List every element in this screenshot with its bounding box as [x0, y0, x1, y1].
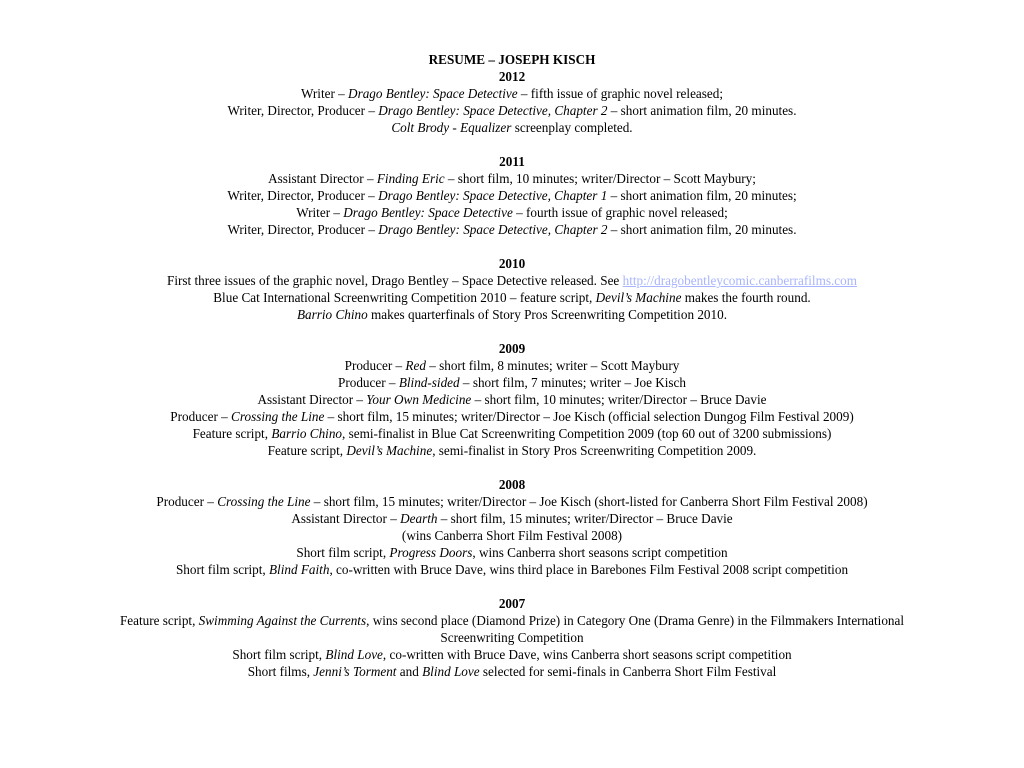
work-title: Devil’s Machine [595, 290, 682, 305]
resume-entry [0, 408, 1024, 425]
resume-entry [0, 221, 1024, 238]
entry-text: and [396, 664, 423, 679]
entry-text: – short film, 10 minutes; writer/Director – Scott Maybury; [444, 171, 756, 186]
section-spacer [0, 136, 1024, 153]
entry-text: selected for semi-finals in Canberra Short Film Festival [479, 664, 777, 679]
resume-sections [0, 68, 1024, 680]
entry-text: Writer, Director, Producer – [227, 103, 379, 118]
work-title: Devil’s Machine [346, 443, 433, 458]
entry-text: Assistant Director – [257, 392, 367, 407]
entry-text: – fifth issue of graphic novel released; [517, 86, 724, 101]
entry-text: – short film, 15 minutes; writer/Director – Joe Kisch (official selection Dungog Film Festival 2009) [324, 409, 854, 424]
year-heading: 2012 [498, 69, 526, 84]
entry-text: , co-written with Bruce Dave, wins Canberra short seasons script competition [382, 647, 792, 662]
entry-text: Producer – [156, 494, 218, 509]
entry-text: Feature script, [119, 613, 199, 628]
year-heading: 2010 [498, 256, 526, 271]
work-title: Drago Bentley: Space Detective [348, 86, 518, 101]
entry-text: – short film, 7 minutes; writer – Joe Kisch [459, 375, 686, 390]
work-title: Barrio Chino [271, 426, 343, 441]
year-section-2011 [0, 153, 1024, 238]
entry-text: Writer, Director, Producer – [227, 222, 379, 237]
resume-entry [0, 357, 1024, 374]
entry-text: screenplay completed. [511, 120, 633, 135]
resume-entry [0, 527, 1024, 544]
resume-entry [0, 663, 1024, 680]
entry-text: – fourth issue of graphic novel released; [512, 205, 728, 220]
work-title: Drago Bentley: Space Detective [343, 205, 513, 220]
resume-entry [0, 510, 1024, 527]
section-spacer [0, 238, 1024, 255]
entry-text: Short film script, [232, 647, 326, 662]
entry-text: Short films, [247, 664, 314, 679]
work-title: Red [405, 358, 426, 373]
work-title: Your Own Medicine [366, 392, 472, 407]
entry-text: Producer – [344, 358, 406, 373]
resume-entry [0, 289, 1024, 306]
resume-entry [0, 561, 1024, 578]
resume-entry [0, 170, 1024, 187]
entry-text: , wins Canberra short seasons script competition [472, 545, 728, 560]
entry-text: makes quarterfinals of Story Pros Screenwriting Competition 2010. [367, 307, 728, 322]
entry-text: – short film, 15 minutes; writer/Director – Joe Kisch (short-listed for Canberra Short Film Festival 2008) [310, 494, 868, 509]
entry-text: , semi-finalist in Story Pros Screenwriting Competition 2009. [432, 443, 757, 458]
resume-entry [0, 646, 1024, 663]
year-heading: 2007 [498, 596, 526, 611]
resume-entry [0, 374, 1024, 391]
entry-text: – short film, 10 minutes; writer/Director – Bruce Davie [471, 392, 767, 407]
section-spacer [0, 459, 1024, 476]
entry-text: , semi-finalist in Blue Cat Screenwriting Competition 2009 (top 60 out of 3200 submissions) [342, 426, 832, 441]
work-title: Colt Brody - Equalizer [391, 120, 512, 135]
work-title: Swimming Against the Currents [198, 613, 367, 628]
entry-text: First three issues of the graphic novel, Drago Bentley – Space Detective released. See [167, 273, 623, 288]
resume-entry [0, 204, 1024, 221]
work-title: Drago Bentley: Space Detective, Chapter 1 [378, 188, 608, 203]
entry-text: Writer – [300, 86, 349, 101]
year-section-2007 [0, 595, 1024, 680]
resume-entry [0, 306, 1024, 323]
entry-text: (wins Canberra Short Film Festival 2008) [401, 528, 623, 543]
work-title: Finding Eric [376, 171, 445, 186]
section-spacer [0, 578, 1024, 595]
entry-text: – short animation film, 20 minutes. [607, 222, 797, 237]
work-title: Crossing the Line [231, 409, 325, 424]
entry-text: makes the fourth round. [681, 290, 811, 305]
resume-entry [0, 442, 1024, 459]
resume-entry [0, 187, 1024, 204]
entry-text: Short film script, [175, 562, 269, 577]
entry-text: Screenwriting Competition [440, 630, 584, 645]
entry-text: Assistant Director – [291, 511, 401, 526]
resume-entry [0, 544, 1024, 561]
work-title: Drago Bentley: Space Detective, Chapter 2 [378, 222, 608, 237]
resume-title: RESUME – JOSEPH KISCH [428, 52, 596, 67]
year-heading: 2011 [499, 154, 525, 169]
entry-text: Short film script, [296, 545, 390, 560]
entry-text: Producer – [338, 375, 399, 390]
resume-document [0, 51, 1024, 680]
resume-entry [0, 493, 1024, 510]
work-title: Blind-sided [398, 375, 460, 390]
year-section-2008 [0, 476, 1024, 578]
entry-text: , wins second place (Diamond Prize) in Category One (Drama Genre) in the Filmmakers International [366, 613, 905, 628]
work-title: Drago Bentley: Space Detective, Chapter 2 [378, 103, 608, 118]
resume-entry [0, 119, 1024, 136]
work-title: Blind Love [422, 664, 480, 679]
work-title: Blind Love [325, 647, 383, 662]
resume-entry [0, 272, 1024, 289]
entry-text: – short animation film, 20 minutes. [607, 103, 797, 118]
resume-entry [0, 629, 1024, 646]
work-title: Blind Faith [268, 562, 330, 577]
entry-text: , co-written with Bruce Dave, wins third place in Barebones Film Festival 2008 script competition [329, 562, 849, 577]
entry-text: Blue Cat International Screenwriting Competition 2010 – feature script, [213, 290, 596, 305]
resume-entry [0, 391, 1024, 408]
section-spacer [0, 323, 1024, 340]
entry-text: – short animation film, 20 minutes; [607, 188, 797, 203]
year-heading: 2009 [498, 341, 526, 356]
entry-text: Producer – [170, 409, 232, 424]
year-section-2009 [0, 340, 1024, 459]
entry-text: – short film, 8 minutes; writer – Scott Maybury [425, 358, 680, 373]
entry-text: Writer – [296, 205, 344, 220]
entry-text: Assistant Director – [268, 171, 377, 186]
resume-entry [0, 612, 1024, 629]
work-title: Jenni’s Torment [313, 664, 397, 679]
year-heading: 2008 [498, 477, 526, 492]
entry-text: Feature script, [267, 443, 347, 458]
website-link[interactable]: http://dragobentleycomic.canberrafilms.com [622, 273, 857, 288]
work-title: Barrio Chino [296, 307, 368, 322]
resume-entry [0, 102, 1024, 119]
entry-text: Feature script, [192, 426, 272, 441]
resume-entry [0, 425, 1024, 442]
entry-text: Writer, Director, Producer – [227, 188, 379, 203]
work-title: Crossing the Line [217, 494, 311, 509]
year-section-2010 [0, 255, 1024, 323]
work-title: Dearth [400, 511, 438, 526]
resume-entry [0, 85, 1024, 102]
work-title: Progress Doors [389, 545, 473, 560]
entry-text: – short film, 15 minutes; writer/Director – Bruce Davie [437, 511, 733, 526]
year-section-2012 [0, 68, 1024, 136]
